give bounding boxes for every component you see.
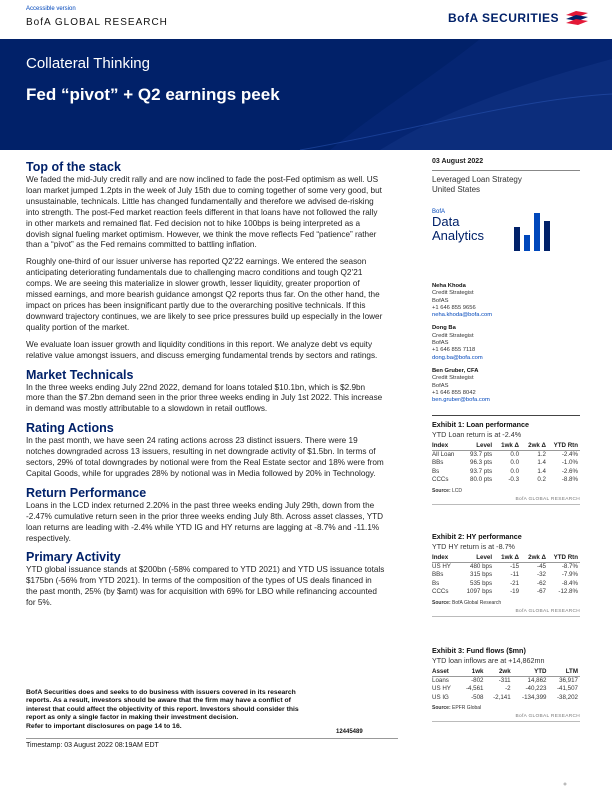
bofa-securities-logo	[448, 9, 588, 31]
table-cell: -8.4%	[561, 579, 578, 587]
section-market-technicals	[26, 368, 385, 416]
table-header-row	[432, 554, 580, 562]
strategy-label	[432, 175, 580, 195]
table-cell: 0.0	[510, 459, 520, 467]
paragraph: We evaluate loan issuer growth and liquidity conditions in this report. We analyze debt vs equity relative value amongst issuers, and discuss emerging fundamental trends by sectors and ratings.	[26, 339, 378, 360]
table-cell: US HY	[432, 685, 451, 693]
paragraph: In the past month, we have seen 24 rating actions across 23 distinct issuers. There were 19 notches downgraded across 13 issuers, resulting in net downgrade activity of $1.5bn. In terms of sectors, 29% of total downgrades by notional were from the Real Estate sector and 18% were from Capital Goods, while for upgrades 28% by notional was in Media followed by 20% in Technology.	[26, 436, 384, 478]
analyst-firm: BofAS	[432, 340, 449, 347]
table-cell: -7.9%	[561, 571, 578, 579]
exhibit-source	[432, 600, 580, 606]
analyst-email-link[interactable]: dong.ba@bofa.com	[432, 354, 483, 361]
table-cell: BBs	[432, 571, 444, 579]
bar-chart-icon	[512, 209, 552, 251]
table-cell: 36,917	[559, 676, 578, 684]
table-cell: 93.7 pts	[470, 450, 493, 458]
analyst-name: Neha Khoda	[432, 283, 466, 289]
column-header: YTD	[513, 668, 549, 676]
paragraph: In the three weeks ending July 22nd 2022, demand for loans totaled $10.1bn, which is $2.9bn more than the $7.2bn demand seen in the prior three weeks ending in July 1st 2022. This increase in demand was mostly attributable to a slowdown in retail outflows.	[26, 382, 383, 414]
table-cell: 1097 bps	[466, 588, 493, 596]
table-row	[432, 685, 580, 694]
analyst-name: Dong Ba	[432, 325, 456, 332]
column-header: 2wk Δ	[521, 442, 548, 450]
table-cell: 93.7 pts	[470, 467, 493, 475]
exhibit-hy-performance	[432, 528, 580, 617]
analyst-card	[432, 325, 580, 361]
table-cell: 0.0	[510, 450, 520, 458]
page-mark-icon	[562, 781, 568, 787]
exhibit-fund-flows	[432, 642, 580, 722]
da-line2: Analytics	[432, 228, 485, 243]
table-cell: Bs	[432, 467, 440, 475]
table-cell: 14,862	[527, 676, 547, 684]
divider	[432, 170, 580, 171]
table-cell: -67	[537, 588, 546, 596]
table-cell: CCCs	[432, 588, 449, 596]
table-cell: 480 bps	[470, 562, 493, 570]
section-heading: Market Technicals	[26, 367, 134, 382]
table-cell: -0.3	[508, 476, 520, 484]
column-header: 2wk Δ	[521, 554, 548, 562]
disclaimer-line: BofA Securities does and seeks to do business with issuers covered in its research	[26, 689, 296, 696]
exhibit-brand: BofA GLOBAL RESEARCH	[432, 609, 580, 617]
exhibit-title: Exhibit 2: HY performance	[432, 532, 522, 541]
paragraph: Roughly one-third of our issuer universe has reported Q2’22 earnings. We entered the season anticipating deteriorating fundamentals due to challenging macro conditions and tough Q2’21 comps. We are seeing this materialize in slower growth, lesser liquidity, greater proportion of missed earnings, and more bearish guidance amongst Q2 reports thus far. On the other hand, the impact on prices has been insignificant partly due to the overarching positive technicals. If this downward trajectory continues, we are likely to see price pressures build up especially in the lower quality portion of the market.	[26, 257, 383, 332]
analyst-email-link[interactable]: neha.khoda@bofa.com	[432, 312, 493, 319]
analyst-card	[432, 368, 580, 404]
section-heading: Primary Activity	[26, 550, 121, 565]
disclaimer	[26, 689, 366, 731]
section-heading: Rating Actions	[26, 421, 114, 436]
table-cell: -40,223	[525, 685, 547, 693]
report-date: 03 August 2022	[432, 158, 484, 165]
report-title: Fed “pivot” + Q2 earnings peek	[26, 85, 280, 104]
region-line: United States	[432, 185, 481, 194]
brand-line: BofA GLOBAL RESEARCH	[26, 17, 168, 28]
table-header-row	[432, 442, 580, 450]
table-cell: -11	[510, 571, 520, 579]
source-label: Source:	[432, 487, 451, 494]
analyst-firm: BofAS	[432, 297, 449, 304]
column-header: Asset	[432, 668, 458, 676]
table-row	[432, 468, 580, 477]
table-row	[432, 694, 580, 703]
table-cell: US HY	[432, 562, 451, 570]
table-cell: -2.6%	[561, 467, 578, 475]
analyst-email-link[interactable]: ben.gruber@bofa.com	[432, 397, 490, 404]
table-cell: -12.8%	[558, 588, 578, 596]
column-header: YTD Rtn	[548, 554, 580, 562]
sidebar	[432, 158, 580, 410]
column-header: 1wk Δ	[494, 442, 521, 450]
page-number-mark	[562, 781, 568, 789]
exhibit-source	[432, 488, 580, 494]
table-cell: CCCs	[432, 476, 449, 484]
section-top-of-stack	[26, 160, 385, 362]
column-header: Index	[432, 554, 458, 562]
timestamp: Timestamp: 03 August 2022 08:19AM EDT	[26, 742, 159, 749]
exhibit-subtitle: YTD Loan return is at -2.4%	[432, 430, 522, 439]
table-cell: -311	[498, 676, 511, 684]
column-header: YTD Rtn	[548, 442, 580, 450]
table-row	[432, 571, 580, 580]
disclaimer-line: reports. As a result, investors should be aware that the firm may have a conflict of	[26, 697, 291, 705]
table-cell: All Loan	[432, 450, 455, 458]
analyst-firm: BofAS	[432, 382, 449, 389]
exhibit-brand: BofA GLOBAL RESEARCH	[432, 497, 580, 505]
column-header: 2wk	[486, 668, 513, 676]
table-cell: -1.0%	[561, 459, 578, 467]
table-cell: -41,507	[557, 685, 578, 693]
accessible-version-link[interactable]: Accessible version	[26, 6, 76, 12]
table-cell: -45	[537, 562, 546, 570]
data-analytics-badge	[432, 209, 580, 269]
analyst-phone: +1 646 855 9656	[432, 304, 476, 311]
analyst-list	[432, 283, 580, 404]
table-cell: -4,561	[465, 685, 484, 693]
table-cell: 0.2	[537, 476, 546, 484]
reference-number: 12445489	[336, 729, 363, 735]
column-header: LTM	[548, 668, 580, 676]
column-header: Level	[458, 554, 494, 562]
table-cell: -62	[537, 579, 546, 587]
table-cell: 0.0	[510, 467, 520, 475]
column-header: 1wk	[458, 668, 485, 676]
table-cell: 1.4	[537, 467, 546, 475]
section-heading: Top of the stack	[26, 160, 121, 174]
source-text: EPFR Global	[452, 705, 482, 712]
table-cell: -508	[471, 693, 484, 701]
table-cell: 1.2	[537, 450, 546, 458]
logo-text: BofA SECURITIES	[448, 11, 560, 25]
section-return-performance	[26, 486, 385, 545]
da-line1: Data	[432, 214, 460, 229]
table-cell: 96.3 pts	[470, 459, 493, 467]
title-banner	[0, 39, 612, 150]
table-cell: 315 bps	[470, 571, 493, 579]
table-cell: -2.4%	[561, 450, 578, 458]
table-cell: -8.8%	[561, 476, 578, 484]
exhibit-subtitle: YTD HY return is at -8.7%	[432, 542, 515, 551]
table-cell: US IG	[432, 693, 449, 701]
exhibit-table	[432, 668, 580, 702]
analyst-name: Ben Gruber, CFA	[432, 367, 479, 374]
table-cell: -19	[510, 588, 520, 596]
table-cell: 535 bps	[470, 579, 493, 587]
table-row	[432, 450, 580, 459]
table-cell: -8.7%	[561, 562, 578, 570]
section-heading: Return Performance	[26, 485, 147, 500]
table-row	[432, 676, 580, 685]
disclaimer-line: report as only a single factor in making their investment decision.	[26, 714, 239, 722]
paragraph: We faded the mid-July credit rally and are now inclined to fade the post-Fed optimism as well. US loan market jumped 1.2pts in the week of July 15th due to coming together of some very good, but unsustainable, technicals. Little has changed fundamentally and therefore we advised de-risking into strength. The post-Fed market reaction feels different in that loans have not followed the rally in other markets and remained flat. Fed decision not to hike 100bps is being interpreted as a dovish signal fueling market optimism. However, we think the move reflects Fed “patience” rather than a “pivot” as the Fed remains committed to battling inflation.	[26, 175, 382, 250]
paragraph: YTD global issuance stands at $200bn (-58% compared to YTD 2021) and YTD US issuance totals $175bn (-56% from YTD 2021). In terms of the composition of the types of US deals financed in the past month, 25% (by $amt) was for acquisition with 69% for LBO while refinancing accounted for 5%.	[26, 565, 385, 608]
analyst-title: Credit Strategist	[432, 332, 474, 339]
table-row	[432, 562, 580, 571]
table-cell: Bs	[432, 579, 440, 587]
table-cell: -134,399	[522, 693, 547, 701]
table-cell: -2,141	[493, 693, 511, 701]
source-label: Source:	[432, 599, 451, 606]
exhibit-subtitle: YTD loan inflows are at +14,862mn	[432, 656, 545, 665]
exhibit-table	[432, 442, 580, 485]
column-header: 1wk Δ	[494, 554, 521, 562]
disclaimer-line: interest that could affect the objectivity of this report. Investors should consider this	[26, 705, 299, 713]
column-header: Level	[462, 442, 494, 450]
analyst-card	[432, 283, 580, 319]
section-rating-actions	[26, 421, 385, 480]
table-cell: -38,202	[557, 693, 578, 701]
table-header-row	[432, 668, 580, 676]
analyst-title: Credit Strategist	[432, 290, 474, 297]
table-row	[432, 476, 580, 485]
series-title: Collateral Thinking	[26, 55, 150, 72]
strategy-line: Leveraged Loan Strategy	[432, 175, 522, 184]
exhibit-source	[432, 705, 580, 711]
source-text: LCD	[452, 487, 463, 494]
table-cell: 80.0 pts	[470, 476, 493, 484]
section-primary-activity	[26, 550, 385, 609]
table-cell: -15	[510, 562, 520, 570]
da-brand: BofA	[432, 209, 446, 215]
exhibit-loan-performance	[432, 415, 580, 505]
table-row	[432, 459, 580, 468]
disclosures-link[interactable]: Refer to important disclosures on page 14 to 16.	[26, 722, 182, 730]
table-cell: -802	[471, 676, 484, 684]
table-cell: 1.4	[537, 459, 546, 467]
table-cell: Loans	[432, 676, 449, 684]
table-cell: -21	[510, 579, 520, 587]
table-cell: BBs	[432, 459, 444, 467]
flag-icon	[564, 9, 590, 27]
analyst-phone: +1 646 855 7118	[432, 347, 476, 354]
paragraph: Loans in the LCD index returned 2.20% in the past three weeks ending July 29th, down from the -2.47% cumulative return seen in the prior three weeks ending July 8th. Across asset classes, YTD loan returns are leading with -2.4% while YTD IG and HY returns are lagging at -8.7% and -11.1% respectively.	[26, 500, 384, 543]
table-row	[432, 580, 580, 589]
table-cell: -32	[537, 571, 546, 579]
exhibit-title: Exhibit 3: Fund flows ($mn)	[432, 646, 526, 655]
main-content	[26, 158, 385, 615]
exhibit-brand: BofA GLOBAL RESEARCH	[432, 714, 580, 722]
table-row	[432, 588, 580, 597]
source-label: Source:	[432, 705, 451, 712]
exhibit-table	[432, 554, 580, 597]
analyst-phone: +1 646 855 8042	[432, 389, 476, 396]
column-header: Index	[432, 442, 462, 450]
footer-divider	[26, 738, 398, 739]
source-text: BofA Global Research	[452, 599, 502, 606]
exhibit-title: Exhibit 1: Loan performance	[432, 420, 530, 429]
analyst-title: Credit Strategist	[432, 375, 474, 382]
table-cell: -2	[505, 685, 511, 693]
